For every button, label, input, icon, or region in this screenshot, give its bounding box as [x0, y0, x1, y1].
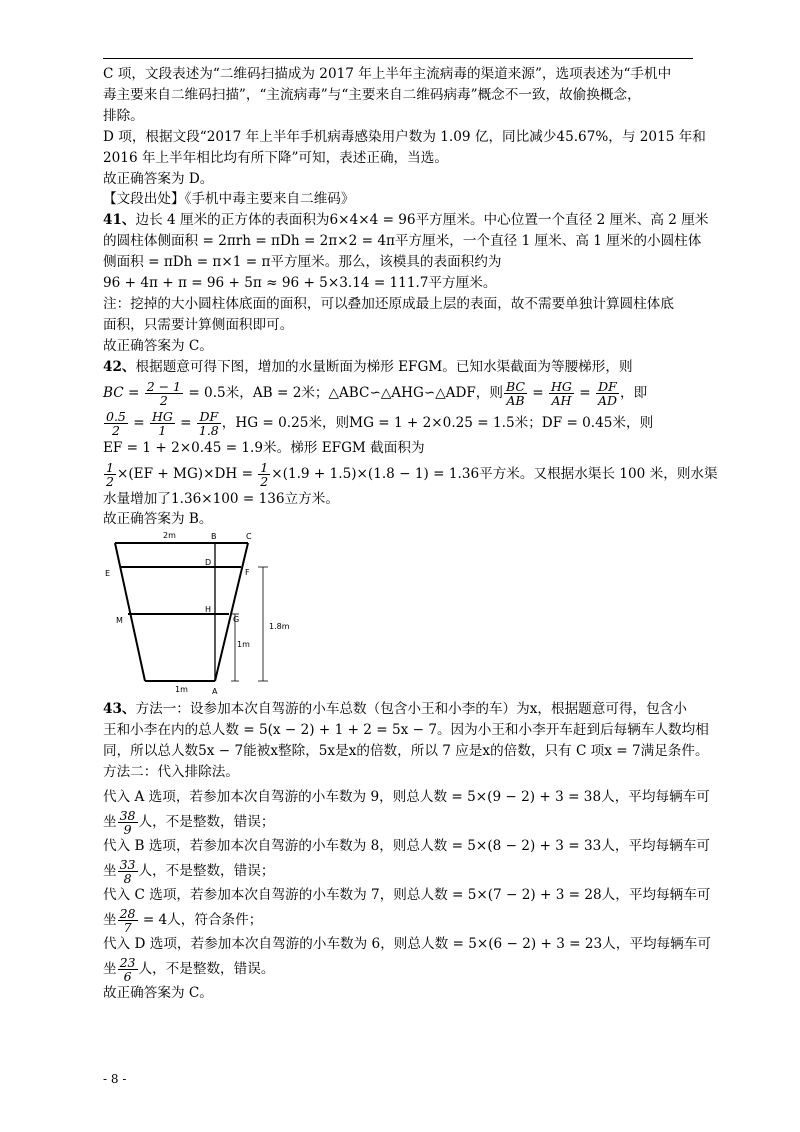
text-line: 故正确答案为 C。 [103, 984, 213, 1001]
fraction: $\frac{1}{2}$ [106, 459, 114, 489]
label-g: G [233, 615, 240, 625]
text-line: 同，所以总人数5x − 7能被x整除，5x是x的倍数，所以 7 应是x的倍数，只有 C 项x = 7满足条件。 [103, 743, 709, 760]
text-span: ，即 [620, 384, 648, 401]
text-line: 注：挖掉的大小圆柱体底面的面积，可以叠加还原成最上层的表面，故不需要单独计算圆柱体底 [103, 295, 674, 312]
text-line: 方法二：代入排除法。 [103, 764, 239, 781]
math-line [103, 459, 718, 489]
text-span: ，HG = 0.25米，则MG = 1 + 2×0.25 = 1.5米；DF = 0.45米，则 [221, 414, 654, 431]
text-span: 边长 4 厘米的正方体的表面积为6×4×4 = 96平方厘米。中心位置一个直径 2 厘米、高 2 厘米 [135, 212, 709, 229]
fraction: $\frac{DF}{AD}$ [597, 378, 618, 408]
text-line: 2016 年上半年相比均有所下降”可知，表述正确，当选。 [103, 149, 448, 166]
label-a: A [212, 687, 218, 697]
label-c: C [246, 532, 252, 542]
text-line: 侧面积 = πDh = π×1 = π平方厘米。那么，该模具的表面积约为 [103, 254, 502, 271]
text-line: 水量增加了1.36×100 = 136立方米。 [103, 490, 339, 507]
question-43 [103, 699, 703, 720]
text-span: = 0.5米，AB = 2米；△ABC∽△AHG∽△ADF，则 [184, 384, 503, 401]
text-line: 排除。 [103, 107, 144, 124]
text-span: 人，不是整数，错误； [138, 862, 275, 879]
math-line: 坐 $\frac{33}{8}$ 人，不是整数，错误； [103, 856, 275, 886]
fraction: $\frac{DF}{1.8}$ [198, 408, 219, 438]
math-line: 坐 $\frac{28}{7}$ = 4人，符合条件； [103, 905, 263, 935]
text-span: 方法一：设参加本次自驾游的小车总数（包含小王和小李的车）为x，根据题意可得，包含小 [135, 701, 687, 718]
label-h: H [205, 605, 212, 615]
text-line: 【文段出处】《手机中毒主要来自二维码》 [103, 191, 355, 208]
text-line: 代入 A 选项，若参加本次自驾游的小车数为 9，则总人数 = 5×(9 − 2) + 3 = 38人，平均每辆车可 [103, 788, 710, 805]
text-span: ×(1.9 + 1.5)×(1.8 − 1) = 1.36平方米。又根据水渠长 100 米，则水渠 [271, 465, 718, 482]
question-number: 42、 [103, 358, 136, 375]
page-number: - 8 - [103, 1072, 127, 1086]
label-f: F [245, 568, 250, 578]
math-line: 坐 $\frac{23}{6}$ 人，不是整数，错误。 [103, 954, 275, 984]
math-span: BC = [103, 384, 144, 401]
fraction: $\frac{33}{8}$ [119, 856, 136, 886]
label-bottom: 1m [175, 685, 188, 695]
fraction: $\frac{2 - 1}{2}$ [146, 378, 182, 408]
fraction: $\frac{HG}{1}$ [151, 408, 173, 438]
canal-trapezoid-diagram [103, 532, 703, 697]
text-line: 96 + 4π + π = 96 + 5π ≈ 96 + 5×3.14 = 111.7平方厘米。 [103, 275, 497, 292]
label-top-width: 2m [163, 532, 176, 541]
fraction: $\frac{23}{6}$ [119, 954, 136, 984]
fraction: $\frac{1}{2}$ [260, 459, 269, 489]
question-41 [103, 210, 709, 231]
fraction: $\frac{HG}{AH}$ [551, 378, 572, 408]
math-line: 坐 $\frac{38}{9}$ 人，不是整数，错误； [103, 807, 275, 837]
question-42 [103, 357, 703, 378]
text-line: 代入 B 选项，若参加本次自驾游的小车数为 8，则总人数 = 5×(8 − 2) + 3 = 33人，平均每辆车可 [103, 837, 711, 854]
text-line: 的圆柱体侧面积 = 2πrh = πDh = 2π×2 = 4π平方厘米，一个直径 1 厘米、高 1 厘米的小圆柱体 [103, 233, 702, 250]
text-line: EF = 1 + 2×0.45 = 1.9米。梯形 EFGM 截面积为 [103, 439, 425, 456]
text-line: 毒主要来自二维码扫描”，“主流病毒”与“主要来自二维码病毒”概念不一致，故偷换概念， [103, 86, 641, 103]
text-line: 故正确答案为 C。 [103, 337, 213, 354]
text-line: 故正确答案为 D。 [103, 170, 214, 187]
math-line: $\frac{0.5}{2}$ = $\frac{HG}{1}$ = $\frac{DF}{1.8}$ ，HG = 0.25米，则MG = 1 + 2×0.25 = 1.5米；DF = 0.45米，则 [106, 408, 654, 438]
label-m: M [116, 616, 123, 626]
label-water: 1m [237, 640, 250, 650]
math-line: BC = $\frac{2 - 1}{2}$ = 0.5米，AB = 2米；△ABC∽△AHG∽△ADF，则 $\frac{BC}{AB}$ = $\frac{HG}{AH}$ = $\frac{DF}{AD}$ ，即 [103, 378, 648, 408]
text-line: 面积，只需要计算侧面积即可。 [103, 316, 294, 333]
fraction: $\frac{0.5}{2}$ [106, 408, 126, 438]
label-b: B [211, 532, 217, 542]
document-body [103, 64, 718, 1003]
fraction: $\frac{BC}{AB}$ [506, 378, 525, 408]
label-d: D [205, 558, 212, 568]
fraction: $\frac{38}{9}$ [119, 807, 136, 837]
text-span: ×(EF + MG)×DH = [116, 465, 258, 482]
text-span: 人，不是整数，错误； [138, 813, 275, 830]
question-number: 41、 [103, 212, 136, 229]
header-rule [103, 58, 693, 59]
question-number: 43、 [103, 701, 136, 718]
fraction: $\frac{28}{7}$ [119, 905, 136, 935]
text-line: 王和小李在内的总人数 = 5(x − 2) + 1 + 2 = 5x − 7。因为小王和小李开车赶到后每辆车人数均相 [103, 722, 709, 739]
label-height: 1.8m [269, 622, 290, 632]
label-e: E [105, 569, 111, 579]
text-span: 人，不是整数，错误。 [138, 960, 275, 977]
line-ac [215, 543, 248, 681]
edge-left [115, 543, 145, 681]
text-line: 代入 D 选项，若参加本次自驾游的小车数为 6，则总人数 = 5×(6 − 2) + 3 = 23人，平均每辆车可 [103, 935, 711, 952]
text-span: 根据题意可得下图，增加的水量断面为梯形 EFGM。已知水渠截面为等腰梯形，则 [135, 358, 633, 375]
text-line: D 项，根据文段“2017 年上半年手机病毒感染用户数为 1.09 亿，同比减少45.67%，与 2015 年和 [103, 128, 706, 145]
text-span: = 4人，符合条件； [138, 911, 263, 928]
text-line: 代入 C 选项，若参加本次自驾游的小车数为 7，则总人数 = 5×(7 − 2) + 3 = 28人，平均每辆车可 [103, 886, 711, 903]
text-line: 故正确答案为 B。 [103, 511, 213, 528]
text-line: C 项，文段表述为“二维码扫描成为 2017 年上半年主流病毒的渠道来源”，选项表述为“手机中 [103, 66, 672, 82]
